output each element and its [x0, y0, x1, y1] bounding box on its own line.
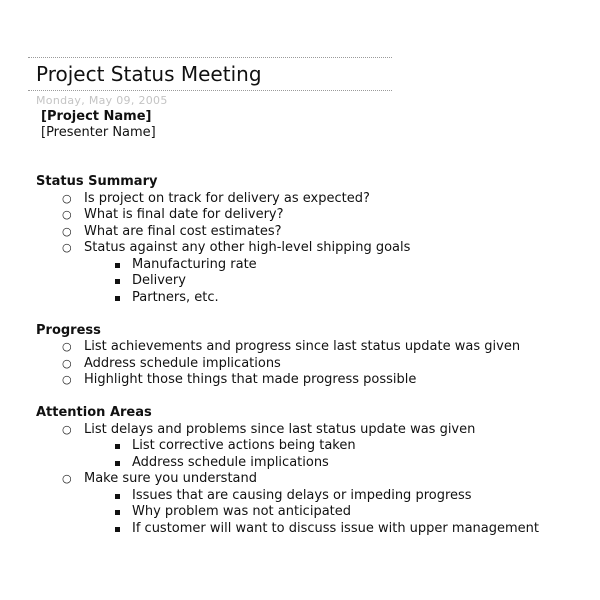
sub-list-item-text: Partners, etc.	[132, 289, 219, 305]
sub-list-item	[84, 521, 576, 538]
list-item	[36, 339, 576, 356]
filled-square-bullet-icon	[115, 296, 120, 301]
list-item	[36, 207, 576, 224]
list-item-text: Status against any other high-level shipping goals	[84, 240, 411, 255]
hollow-circle-bullet-icon: ○	[62, 340, 72, 353]
sub-bullet-list	[84, 257, 576, 307]
sub-list-item-text: Manufacturing rate	[132, 256, 257, 272]
document-body	[36, 174, 576, 554]
list-item-text: What are final cost estimates?	[84, 223, 282, 239]
hollow-circle-bullet-icon: ○	[62, 224, 72, 238]
hollow-circle-bullet-icon: ○	[62, 422, 72, 436]
list-item	[36, 372, 576, 389]
filled-square-bullet-icon	[115, 510, 120, 515]
sub-list-item	[84, 504, 576, 521]
filled-square-bullet-icon	[115, 527, 120, 532]
hollow-circle-bullet-icon: ○	[62, 241, 72, 254]
sub-list-item	[84, 257, 576, 274]
hollow-circle-bullet-icon: ○	[62, 208, 72, 221]
filled-square-bullet-icon	[115, 279, 120, 284]
section	[36, 174, 576, 306]
section	[36, 405, 576, 537]
section-heading: Attention Areas	[36, 405, 152, 420]
filled-square-bullet-icon	[115, 461, 120, 466]
project-name: [Project Name]	[41, 109, 152, 124]
sub-list-item	[84, 438, 576, 455]
list-item	[36, 240, 576, 306]
sub-list-item-text: Address schedule implications	[132, 454, 329, 470]
bullet-list	[36, 191, 576, 307]
list-item	[36, 224, 576, 241]
sub-bullet-list	[84, 488, 576, 538]
sub-list-item-text: Why problem was not anticipated	[132, 504, 352, 519]
list-item-text: Make sure you understand	[84, 471, 257, 486]
sub-bullet-list	[84, 438, 576, 471]
hollow-circle-bullet-icon: ○	[62, 356, 72, 370]
hollow-circle-bullet-icon: ○	[62, 191, 72, 205]
list-item	[36, 356, 576, 373]
sub-list-item-text: If customer will want to discuss issue with upper management	[132, 520, 539, 536]
list-item-text: Address schedule implications	[84, 355, 281, 371]
filled-square-bullet-icon	[115, 263, 120, 268]
meeting-date: Monday, May 09, 2005	[36, 94, 168, 107]
sub-list-item	[84, 273, 576, 290]
sub-list-item-text: Delivery	[132, 273, 186, 288]
list-item-text: What is final date for delivery?	[84, 207, 284, 222]
filled-square-bullet-icon	[115, 494, 120, 499]
hollow-circle-bullet-icon: ○	[62, 373, 72, 386]
section-heading: Status Summary	[36, 174, 158, 189]
list-item	[36, 471, 576, 537]
bullet-list	[36, 422, 576, 538]
section	[36, 323, 576, 389]
sub-list-item-text: Issues that are causing delays or impeding progress	[132, 487, 472, 503]
sub-list-item	[84, 455, 576, 472]
presenter-name: [Presenter Name]	[41, 125, 156, 140]
list-item-text: Highlight those things that made progress possible	[84, 372, 417, 387]
list-item	[36, 191, 576, 208]
list-item-text: List achievements and progress since last status update was given	[84, 339, 521, 354]
section-heading: Progress	[36, 322, 101, 338]
sub-list-item	[84, 488, 576, 505]
list-item-text: List delays and problems since last status update was given	[84, 421, 476, 437]
list-item	[36, 422, 576, 472]
list-item-text: Is project on track for delivery as expected?	[84, 190, 370, 206]
sub-list-item	[84, 290, 576, 307]
bullet-list	[36, 339, 576, 389]
filled-square-bullet-icon	[115, 444, 120, 449]
sub-list-item-text: List corrective actions being taken	[132, 438, 356, 453]
page-title: Project Status Meeting	[36, 62, 262, 86]
hollow-circle-bullet-icon: ○	[62, 472, 72, 485]
